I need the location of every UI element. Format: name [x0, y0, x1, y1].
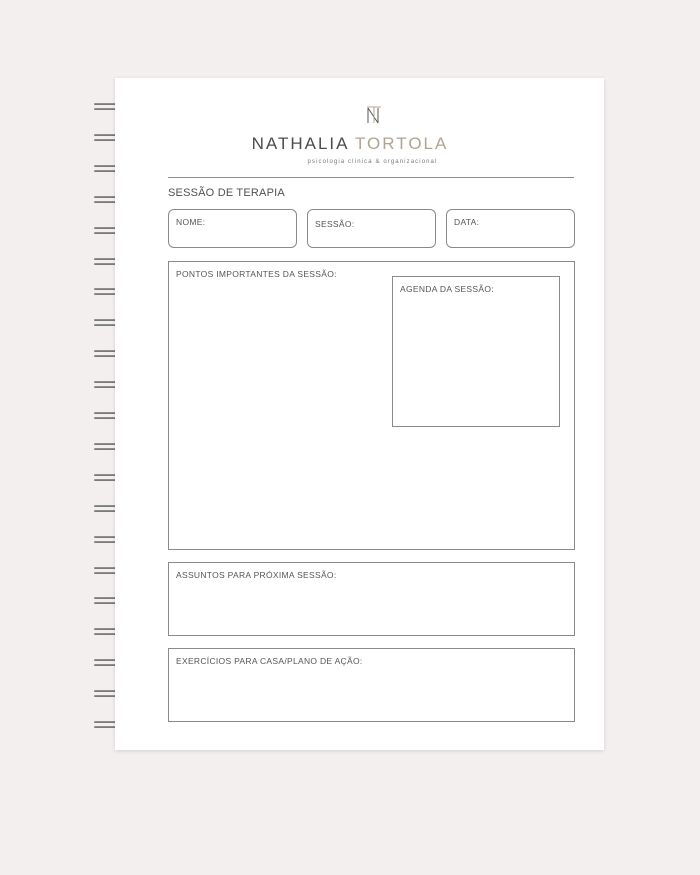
brand-last-name: TORTOLA: [354, 134, 449, 153]
name-field[interactable]: [168, 209, 297, 248]
homework-label: EXERCÍCIOS PARA CASA/PLANO DE AÇÃO:: [176, 656, 363, 666]
logo-monogram-icon: [364, 106, 384, 124]
brand-first-name: NATHALIA: [251, 134, 349, 153]
session-field-label: SESSÃO:: [315, 219, 355, 229]
next-topics-label: ASSUNTOS PARA PRÓXIMA SESSÃO:: [176, 570, 337, 580]
header-divider: [168, 177, 574, 178]
agenda-label: AGENDA DA SESSÃO:: [400, 284, 494, 294]
date-field-label: DATA:: [454, 217, 480, 227]
date-field[interactable]: [446, 209, 575, 248]
key-points-label: PONTOS IMPORTANTES DA SESSÃO:: [176, 269, 337, 279]
agenda-box[interactable]: [392, 276, 560, 427]
next-topics-box[interactable]: [168, 562, 575, 636]
homework-box[interactable]: [168, 648, 575, 722]
brand-tagline: psicologia clínica & organizacional: [307, 159, 438, 165]
name-field-label: NOME:: [176, 217, 206, 227]
brand-name: [0, 134, 700, 154]
session-field[interactable]: [307, 209, 436, 248]
page-title: SESSÃO DE TERAPIA: [168, 187, 285, 199]
